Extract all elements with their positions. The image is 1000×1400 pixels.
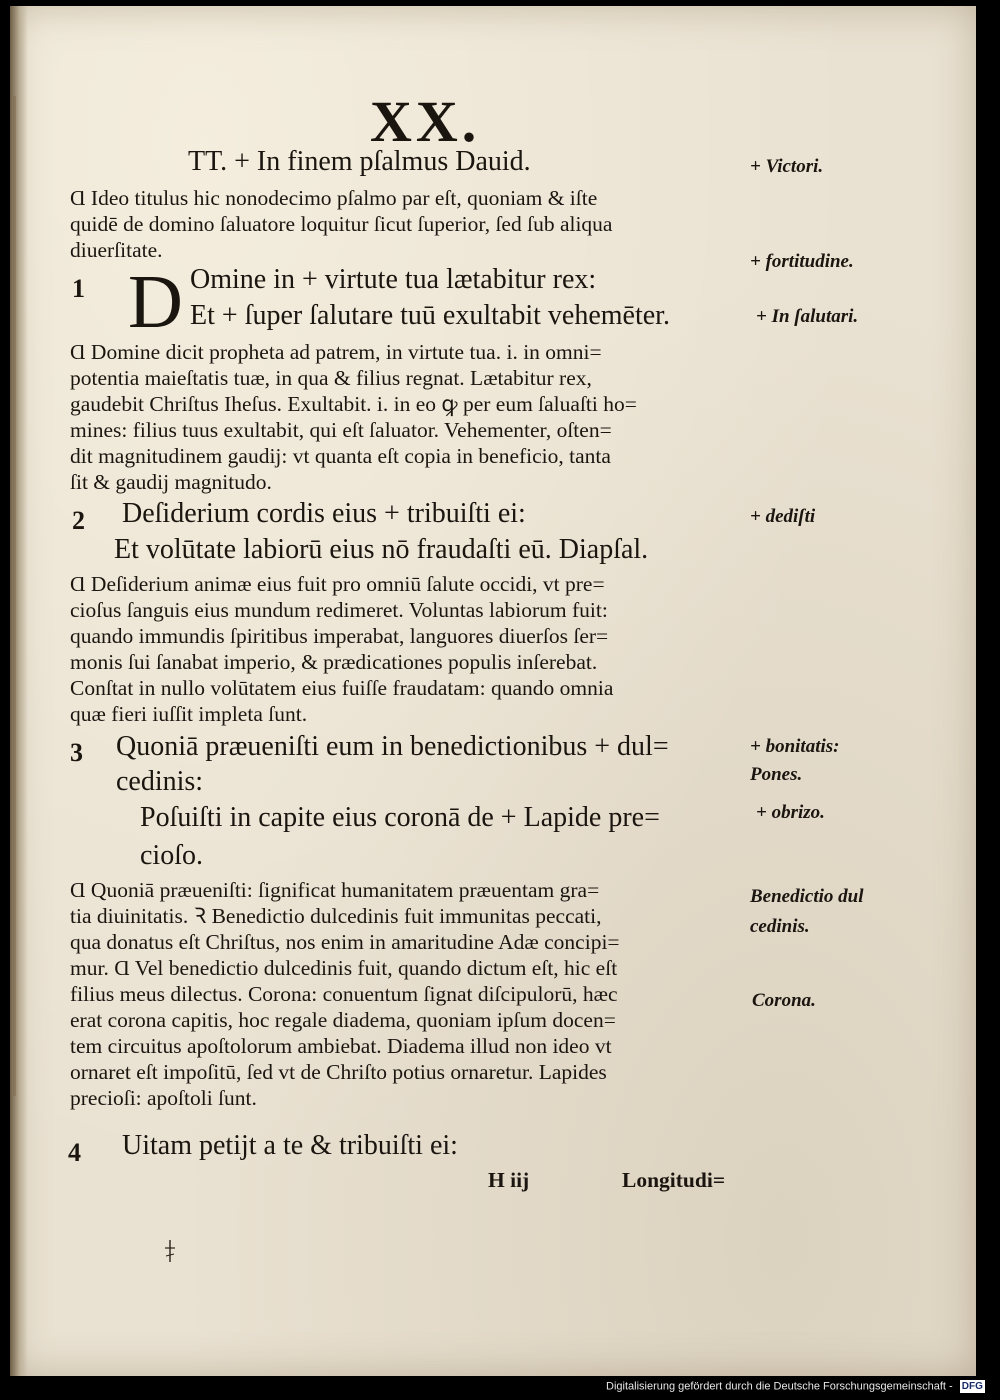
drop-capital: D <box>128 260 183 344</box>
commentary-line: Ɑ Quoniā præueniſti: ſignificat humanitatem præuentam gra= <box>70 878 600 902</box>
commentary-line: mur. Ɑ Vel benedictio dulcedinis fuit, quando dictum eſt, hic eſt <box>70 956 618 980</box>
margin-note-victori: + Victori. <box>750 156 824 177</box>
chapter-number: XX. <box>370 89 481 154</box>
margin-note-pones: Pones. <box>750 764 803 785</box>
verse-line: Et + ſuper ſalutare tuū exultabit vehemēter. <box>190 300 670 331</box>
commentary-line: ornaret eſt impoſitū, ſed vt de Chriſto potius ornaretur. Lapides <box>70 1060 607 1084</box>
margin-note-obrizo: + obrizo. <box>756 802 825 823</box>
margin-note-corona: Corona. <box>752 990 816 1011</box>
commentary-line: filius meus dilectus. Corona: conuentum ſignat diſcipulorū, hæc <box>70 982 618 1006</box>
verse-line: cioſo. <box>140 840 203 871</box>
intro-line: quidē de domino ſaluatore loquitur ſicut ſuperior, ſed ſub aliqua <box>70 212 613 236</box>
ink-mark-icon <box>162 1238 178 1264</box>
verse-number: 2 <box>72 506 85 535</box>
book-page <box>10 6 976 1376</box>
margin-note-benedictio: Benedictio dul <box>750 886 864 907</box>
commentary-line: tem circuitus apoſtolorum ambiebat. Diadema illud non ideo vt <box>70 1034 612 1058</box>
verse-number: 4 <box>68 1138 81 1167</box>
margin-note-fortitudine: + fortitudine. <box>750 251 854 272</box>
commentary-line: ſit & gaudij magnitudo. <box>70 470 272 494</box>
intro-line: diuerſitate. <box>70 238 163 262</box>
dfg-logo: DFG <box>961 1381 983 1392</box>
margin-note-benedictio: cedinis. <box>750 916 810 937</box>
commentary-line: monis ſui ſanabat imperio, & prædicationes populis inſerebat. <box>70 650 598 674</box>
digitization-credit <box>606 1380 985 1398</box>
verse-number: 1 <box>72 274 85 303</box>
commentary-line: quæ fieri iuſſit impleta ſunt. <box>70 702 308 726</box>
verse-number: 3 <box>70 738 83 767</box>
binding-edge <box>13 96 16 1096</box>
commentary-line: cioſus ſanguis eius mundum redimeret. Voluntas labiorum fuit: <box>70 598 608 622</box>
commentary-line: potentia maieſtatis tuæ, in qua & filius regnat. Lætabitur rex, <box>70 366 592 390</box>
commentary-line: erat corona capitis, hoc regale diadema, quoniam ipſum docen= <box>70 1008 616 1032</box>
signature-mark: H iij <box>488 1168 530 1192</box>
commentary-line: gaudebit Chriſtus Iheſus. Exultabit. i. in eo ꝙ per eum ſaluaſti ho= <box>70 392 637 416</box>
margin-note-bonitatis: + bonitatis: <box>750 736 840 757</box>
commentary-line: dit magnitudinem gaudij: vt quanta eſt copia in beneficio, tanta <box>70 444 611 468</box>
verse-line: cedinis: <box>116 766 204 797</box>
commentary-line: Ɑ Deſiderium animæ eius fuit pro omniū ſalute occidi, vt pre= <box>70 572 605 596</box>
commentary-line: qua donatus eſt Chriſtus, nos enim in amaritudine Adæ concipi= <box>70 930 620 954</box>
commentary-line: Ɑ Domine dicit propheta ad patrem, in virtute tua. i. in omni= <box>70 340 602 364</box>
verse-line: Et volūtate labiorū eius nō fraudaſti eū. Diapſal. <box>114 534 649 565</box>
commentary-line: mines: filius tuus exultabit, qui eſt ſaluator. Vehementer, oſten= <box>70 418 612 442</box>
catchword: Longitudi= <box>622 1168 726 1192</box>
commentary-line: Conſtat in nullo volūtatem eius fuiſſe fraudatam: quando omnia <box>70 676 614 700</box>
verse-line: Quoniā præueniſti eum in benedictionibus + dul= <box>116 731 669 762</box>
margin-note-in-salutari: + In ſalutari. <box>756 306 859 327</box>
verse-line: Uitam petijt a te & tribuiſti ei: <box>122 1130 458 1161</box>
credit-text: Digitalisierung gefördert durch die Deutsche Forschungsgemeinschaft - <box>606 1380 953 1393</box>
verse-line: Poſuiſti in capite eius coronā de + Lapide pre= <box>140 802 660 833</box>
commentary-line: tia diuinitatis. Ꝛ Benedictio dulcedinis fuit immunitas peccati, <box>70 904 602 928</box>
intro-line: Ɑ Ideo titulus hic nonodecimo pſalmo par eſt, quoniam & iſte <box>70 186 598 210</box>
verse-line: Omine in + virtute tua lætabitur rex: <box>190 264 597 295</box>
commentary-line: precioſi: apoſtoli ſunt. <box>70 1086 257 1110</box>
psalm-title: TT. + In finem pſalmus Dauid. <box>188 146 531 177</box>
commentary-line: quando immundis ſpiritibus imperabat, languores diuerſos ſer= <box>70 624 609 648</box>
verse-line: Deſiderium cordis eius + tribuiſti ei: <box>122 498 526 529</box>
margin-note-dedisti: + dediſti <box>750 506 816 527</box>
